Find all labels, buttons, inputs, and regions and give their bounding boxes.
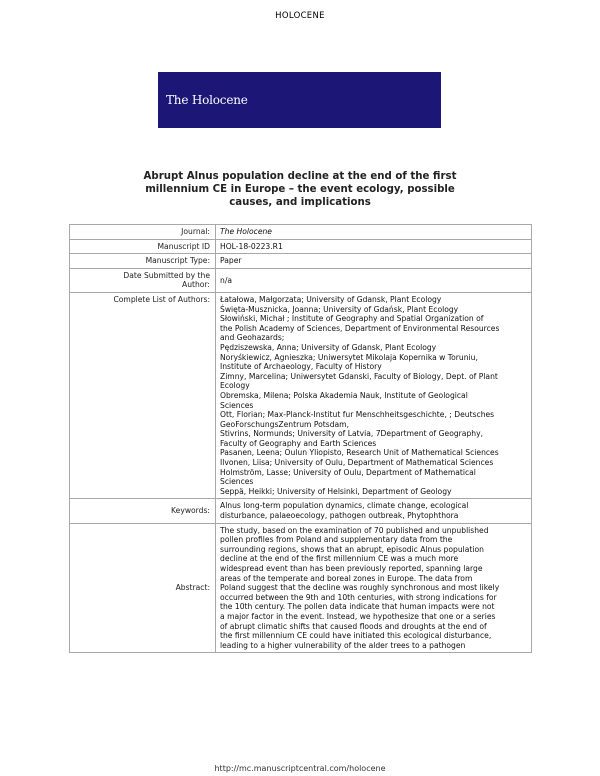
abstract-line: of abrupt climatic shifts that caused floods and droughts at the end of <box>220 621 487 631</box>
author-line: Seppä, Heikki; University of Helsinki, Department of Geology <box>220 486 452 496</box>
abstract-line: occurred between the 9th and 10th centuries, with strong indications for <box>220 592 497 602</box>
date-submitted-label <box>70 268 216 292</box>
manuscript-id-value: HOL-18-0223.R1 <box>216 239 532 254</box>
author-line: Obremska, Milena; Polska Akademia Nauk, Institute of Geological <box>220 390 468 400</box>
author-line: Słowiński, Michał ; Institute of Geography and Spatial Organization of <box>220 314 484 324</box>
date-submitted-label-line: Date Submitted by the <box>123 270 210 280</box>
manuscript-id-row <box>70 239 532 254</box>
abstract-row <box>70 523 532 653</box>
author-line: Holmström, Lasse; University of Oulu, Department of Mathematical <box>220 467 476 477</box>
author-line: Pasanen, Leena; Oulun Yliopisto, Research Unit of Mathematical Sciences <box>220 448 499 458</box>
manuscript-type-row <box>70 254 532 269</box>
author-line: Sciences <box>220 477 254 487</box>
keywords-line: Alnus long-term population dynamics, climate change, ecological <box>220 501 469 511</box>
abstract-line: pollen profiles from Poland and supplementary data from the <box>220 535 453 545</box>
manuscript-metadata-table <box>69 224 532 653</box>
author-line: Ilvonen, Liisa; University of Oulu, Department of Mathematical Sciences <box>220 458 494 468</box>
author-line: Noryśkiewicz, Agnieszka; Uniwersytet Mikolaja Kopernika w Toruniu, <box>220 352 478 362</box>
abstract-line: widespread event than has been previously reported, spanning large <box>220 564 483 573</box>
manuscript-type-value: Paper <box>216 254 532 269</box>
article-title <box>0 170 600 209</box>
keywords-value <box>216 499 532 523</box>
footer-url[interactable]: http://mc.manuscriptcentral.com/holocene <box>214 764 386 773</box>
manuscript-id-label: Manuscript ID <box>70 239 216 254</box>
abstract-line: surrounding regions, shows that an abrupt, episodic Alnus population <box>220 544 484 554</box>
abstract-line: the 10th century. The pollen data indicate that human impacts were not <box>220 602 495 612</box>
date-submitted-row <box>70 268 532 292</box>
journal-logo-text: The Holocene <box>166 93 248 107</box>
author-line: Faculty of Geography and Earth Sciences <box>220 438 377 448</box>
abstract-line: decline at the end of the first millennium CE was a much more <box>220 554 459 564</box>
abstract-line: The study, based on the examination of 70 published and unpublished <box>220 525 489 535</box>
authors-row <box>70 292 532 498</box>
abstract-line: a major factor in the event. Instead, we hypothesize that one or a series <box>220 611 496 621</box>
author-line: Ecology <box>220 381 250 391</box>
journal-value: The Holocene <box>216 225 532 240</box>
abstract-line: leading to a higher vulnerability of the alder trees to a pathogen <box>220 640 466 650</box>
author-line: Święta-Musznicka, Joanna; University of Gdańsk, Plant Ecology <box>220 304 459 314</box>
author-line: Zimny, Marcelina; Uniwersytet Gdanski, Faculty of Biology, Dept. of Plant <box>220 371 498 381</box>
author-line: Pędziszewska, Anna; University of Gdansk, Plant Ecology <box>220 342 437 352</box>
author-line: Ott, Florian; Max-Planck-Institut fur Menschheitsgeschichte, ; Deutsches <box>220 410 495 420</box>
author-line: the Polish Academy of Sciences, Department of Environmental Resources <box>220 323 500 333</box>
author-line: Stivrins, Normunds; University of Latvia, 7Department of Geography, <box>220 429 483 439</box>
date-submitted-value: n/a <box>216 268 532 292</box>
author-line: Łatałowa, Małgorzata; University of Gdansk, Plant Ecology <box>220 294 442 304</box>
authors-list <box>216 292 532 498</box>
author-line: GeoForschungsZentrum Potsdam, <box>220 419 349 429</box>
author-line: and Geohazards; <box>220 333 285 343</box>
abstract-text <box>216 523 532 653</box>
abstract-line: the first millennium CE could have initiated this ecological disturbance, <box>220 631 492 641</box>
running-head: HOLOCENE <box>275 11 325 21</box>
author-line: Institute of Archaeology, Faculty of History <box>220 362 382 372</box>
article-title-line: causes, and implications <box>229 197 371 208</box>
date-submitted-label-line: Author: <box>182 280 210 290</box>
journal-row <box>70 225 532 240</box>
article-title-line: millennium CE in Europe – the event ecology, possible <box>145 184 455 195</box>
journal-label: Journal: <box>70 225 216 240</box>
keywords-line: disturbance, palaeoecology, pathogen outbreak, Phytophthora <box>220 511 459 521</box>
manuscript-type-label: Manuscript Type: <box>70 254 216 269</box>
keywords-label: Keywords: <box>70 499 216 523</box>
abstract-line: Poland suggest that the decline was roughly synchronous and most likely <box>220 583 500 593</box>
keywords-row <box>70 499 532 523</box>
abstract-line: areas of the temperate and boreal zones in Europe. The data from <box>220 573 473 583</box>
abstract-label: Abstract: <box>70 523 216 653</box>
journal-logo <box>158 72 441 128</box>
author-line: Sciences <box>220 400 254 410</box>
article-title-line: Abrupt Alnus population decline at the end of the first <box>143 171 457 182</box>
authors-label: Complete List of Authors: <box>70 292 216 498</box>
